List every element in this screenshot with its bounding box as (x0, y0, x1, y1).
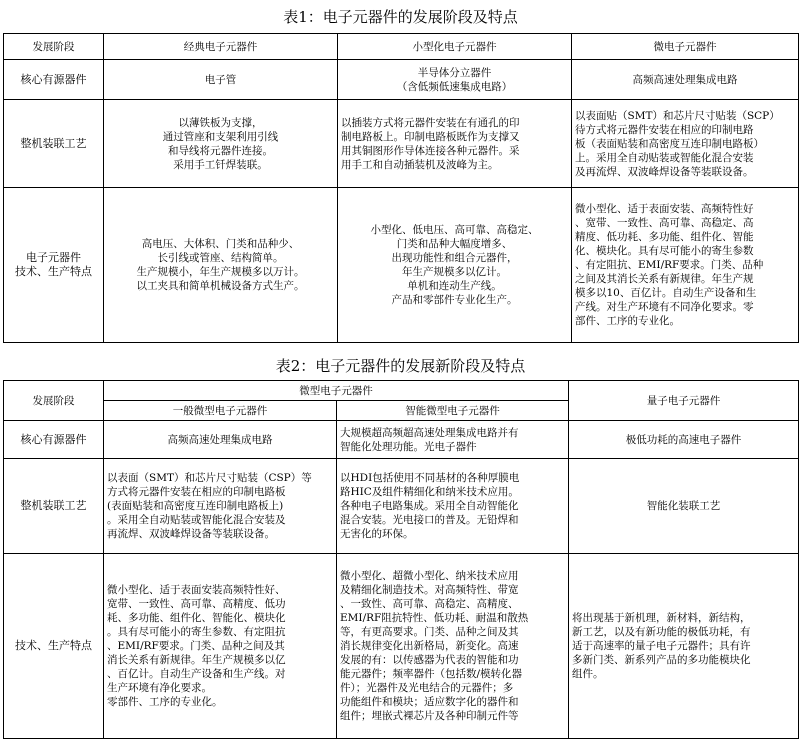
row-label: 核心有源器件 (4, 60, 104, 100)
cell-line: 混合安装。光电接口的普及。无铅焊和 (340, 514, 519, 526)
table-cell (337, 554, 569, 739)
cell-line: 以插装方式将元器件安装在有通孔的印 (341, 116, 520, 129)
cell-line: 功能组件和模块；适应数字化的器件和 (340, 696, 519, 708)
cell-line: 消长关系有新规律。年生产规模多以亿 (107, 654, 286, 666)
cell-line: 电子元器件 (26, 251, 81, 264)
cell-line: 出现功能性和组合元器件， (391, 252, 518, 264)
row-label: 整机装联工艺 (4, 459, 104, 554)
cell-line: 耗、多功能、组件化、智能化、模块化 (107, 612, 286, 624)
cell-line: 技术、生产特点 (15, 265, 92, 278)
cell-line: 微小型化、适于表面安装、高频特性好 (575, 203, 754, 215)
table-cell (104, 421, 337, 459)
cell-line: 、有定阻抗、EMI/RF要求。门类、品种 (575, 259, 764, 271)
table-cell (104, 100, 338, 188)
table-cell (572, 188, 799, 343)
cell-line: 及精细化制造技术。对高频特性、带宽 (340, 584, 519, 596)
table-cell (104, 60, 338, 100)
table-row (4, 554, 799, 739)
table2 (3, 380, 799, 739)
row-label: 整机装联工艺 (4, 100, 104, 188)
cell-line: 以薄铁板为支撑， (178, 116, 263, 129)
cell-line: 无害化的环保。 (340, 528, 414, 540)
cell-line: 极低功耗的高速电子器件 (625, 433, 742, 446)
table-cell (572, 100, 799, 188)
cell-line: 适于高速率的量子电子元器件；具有许 (572, 640, 751, 652)
cell-line: 。具有尽可能小的寄生参数、有定阻抗 (107, 626, 286, 638)
table-cell (104, 188, 338, 343)
table-cell (337, 421, 569, 459)
cell-line: 模多以10、百亿计。自动生产设备和生 (575, 287, 757, 299)
table-cell (569, 554, 799, 739)
cell-line: 电子管 (204, 73, 237, 86)
cell-line: 、百亿计。自动生产设备和生产线。对 (107, 668, 286, 680)
table-cell (104, 554, 337, 739)
cell-line: 智能化装联工艺 (646, 500, 721, 512)
cell-line: 门类和品种大幅度增多、 (396, 238, 513, 250)
cell-line: 以HDI包括使用不同基材的各种厚膜电 (340, 472, 520, 484)
cell-line: 等，有更高要求。门类、品种之间及其 (340, 626, 519, 638)
table2-header-micro-group: 微型电子元器件 (104, 381, 569, 401)
cell-line: 大规模超高频超高速处理集成电路并有 (340, 426, 519, 439)
cell-line: 待方式将元器件安装在相应的印制电路 (575, 123, 754, 136)
cell-line: 化、模块化。具有尽可能小的寄生参数 (575, 245, 754, 257)
table2-header-row (4, 381, 799, 401)
cell-line: 微小型化、适于表面安装高频特性好、 (107, 584, 286, 596)
table-cell (104, 459, 337, 554)
table-cell (338, 60, 572, 100)
cell-line: 能元器件；频率器件（包括数/模转化器 (340, 668, 523, 680)
table-row (4, 421, 799, 459)
cell-line: （含低频低速集成电路） (396, 80, 513, 93)
table-cell (338, 100, 572, 188)
cell-line: 各种电子电路集成。采用全自动智能化 (340, 500, 519, 512)
cell-line: 部件、工序的专业化。 (575, 315, 680, 327)
cell-line: 组件。 (572, 668, 604, 680)
cell-line: 精度、低功耗、多功能、组件化、智能 (575, 231, 754, 243)
cell-line: 高频高速处理集成电路 (632, 73, 738, 86)
table-row (4, 459, 799, 554)
table-row (4, 188, 799, 343)
cell-line: 微小型化、超微小型化、纳米技术应用 (340, 570, 519, 582)
cell-line: 件）；光器件及光电结合的元器件；多 (340, 682, 514, 694)
cell-line: 以表面（SMT）和芯片尺寸贴装（CSP）等 (107, 472, 312, 484)
cell-line: 发展的有：以传感器为代表的智能和功 (340, 654, 519, 666)
cell-line: 、宽带、一致性、高可靠、高稳定、高 (575, 217, 754, 229)
table1-header-classic: 经典电子元器件 (104, 34, 338, 60)
row-label: 技术、生产特点 (4, 554, 104, 739)
table1 (3, 33, 799, 343)
cell-line: 产线。对生产环境有不同净化要求。零 (575, 301, 754, 313)
cell-line: 生产环境有净化要求。 (107, 682, 212, 694)
cell-line: 智能化处理功能。光电子器件 (340, 440, 477, 453)
cell-line: 、一致性、高可靠、高稳定、高精度、 (340, 598, 519, 610)
cell-line: 板（表面贴装和高密度互连印制电路板） (575, 137, 764, 150)
cell-line: 以表面贴（SMT）和芯片尺寸贴装（SCP） (575, 109, 780, 122)
cell-line: 将出现基于新机理，新材料，新结构， (572, 612, 751, 624)
cell-line: 再流焊、双波峰焊设备等装联设备。 (107, 528, 275, 540)
table2-header-stage: 发展阶段 (4, 381, 104, 421)
cell-line: 小型化、低电压、高可靠、高稳定、 (370, 224, 539, 236)
cell-line: 用手工和自动插装机及波峰为主。 (341, 158, 499, 171)
table-cell (337, 459, 569, 554)
cell-line: 新工艺，以及有新功能的极低功耗，有 (572, 626, 751, 638)
cell-line: 、EMI/RF要求。门类、品种之间及其 (107, 640, 285, 652)
table1-header-miniature: 小型化电子元器件 (338, 34, 572, 60)
table1-caption: 表1：电子元器件的发展阶段及特点 (283, 8, 518, 26)
cell-line: 高频高速处理集成电路 (167, 433, 273, 446)
table-row (4, 100, 799, 188)
cell-line: 产品和零部件专业化生产。 (391, 294, 518, 306)
cell-line: (表面贴装和高密度互连印制电路板上) (107, 500, 284, 512)
cell-line: 之间及其消长关系有新规律。年生产规 (575, 273, 754, 285)
table1-header-row (4, 34, 799, 60)
cell-line: 高电压、大体积、门类和品种少、 (141, 238, 300, 250)
table1-header-micro: 微电子元器件 (572, 34, 799, 60)
cell-line: 和导线将元器件连接。 (168, 144, 273, 157)
row-label: 核心有源器件 (4, 421, 104, 459)
cell-line: 上。采用全自动贴装或智能化混合安装 (575, 151, 754, 164)
table-cell (569, 421, 799, 459)
cell-line: 通过管座和支架利用引线 (162, 130, 279, 143)
table-row (4, 60, 799, 100)
cell-line: 长引线或管座、结构简单。 (157, 252, 284, 264)
cell-line: 多新门类、新系列产品的多功能模块化 (572, 654, 751, 666)
table-cell (338, 188, 572, 343)
cell-line: 及再流焊、双波峰焊设备等装联设备。 (575, 165, 754, 178)
table2-header-quantum: 量子电子元器件 (569, 381, 799, 421)
cell-line: 路HIC及组件精细化和纳米技术应用。 (340, 486, 519, 498)
cell-line: 方式将元器件安装在相应的印制电路板 (107, 486, 286, 498)
cell-line: 生产规模小，年生产规模多以万计。 (136, 266, 305, 278)
cell-line: 消长规律变化出新格局，新变化。高速 (340, 640, 519, 652)
cell-line: 以工夹具和简单机械设备方式生产。 (136, 280, 305, 292)
cell-line: 年生产规模多以亿计。 (402, 266, 507, 278)
cell-line: 宽带、一致性、高可靠、高精度、低功 (107, 598, 286, 610)
cell-line: 采用手工钎焊装联。 (173, 158, 268, 171)
cell-line: 用其铜图形作导体连接各种元器件。采 (341, 144, 520, 157)
table-cell (572, 60, 799, 100)
cell-line: 单机和连动生产线。 (407, 280, 502, 292)
table-cell (569, 459, 799, 554)
table1-header-stage: 发展阶段 (4, 34, 104, 60)
cell-line: 组件；埋嵌式裸芯片及各种印制元件等 (340, 710, 519, 722)
cell-line: 制电路板上。印制电路板既作为支撑又 (341, 130, 520, 143)
table2-caption: 表2：电子元器件的发展新阶段及特点 (275, 357, 526, 375)
table2-header-general-micro: 一般微型电子元器件 (104, 401, 337, 421)
table2-header-smart-micro: 智能微型电子元器件 (337, 401, 569, 421)
row-label (4, 188, 104, 343)
cell-line: 零部件、工序的专业化。 (107, 696, 223, 708)
cell-line: 半导体分立器件 (417, 66, 492, 79)
cell-line: EMI/RF阻抗特性、低功耗、耐温和散热 (340, 612, 529, 624)
cell-line: 。采用全自动贴装或智能化混合安装及 (107, 514, 286, 526)
